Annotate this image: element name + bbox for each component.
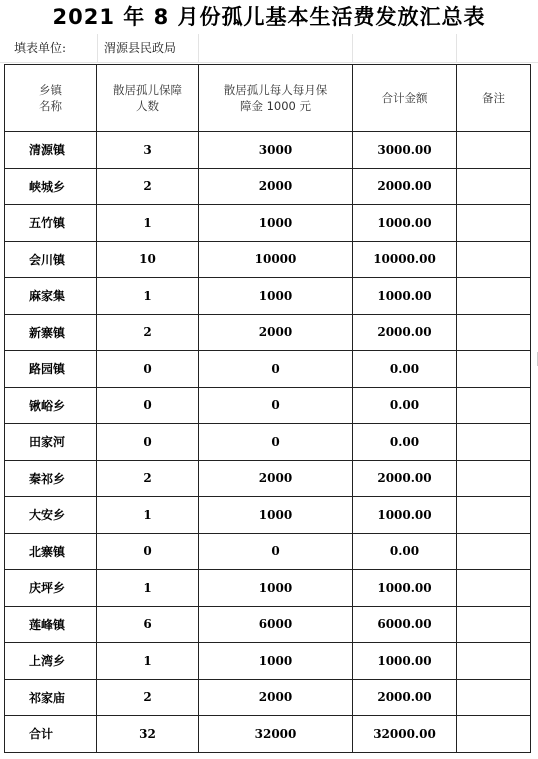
column-header-standard: 散居孤儿每人每月保 障金 1000 元 [199,65,353,132]
township-cell: 新寨镇 [5,314,97,351]
township-cell: 锹峪乡 [5,387,97,424]
standard-cell: 1000 [199,497,353,534]
total-cell: 6000.00 [353,606,457,643]
township-cell: 麻家集 [5,278,97,315]
note-cell [457,716,531,753]
column-header-note: 备注 [457,65,531,132]
note-cell [457,278,531,315]
grid-line [198,34,199,62]
township-cell: 上湾乡 [5,643,97,680]
standard-cell: 2000 [199,168,353,205]
note-cell [457,205,531,242]
count-cell: 32 [97,716,199,753]
count-cell: 0 [97,533,199,570]
township-cell: 大安乡 [5,497,97,534]
note-cell [457,570,531,607]
table-row [5,606,531,643]
standard-cell: 32000 [199,716,353,753]
note-cell [457,606,531,643]
count-cell: 2 [97,314,199,351]
total-cell: 1000.00 [353,643,457,680]
total-cell: 1000.00 [353,570,457,607]
standard-cell: 0 [199,424,353,461]
grid-line [352,34,353,62]
count-cell: 0 [97,424,199,461]
total-cell: 1000.00 [353,497,457,534]
township-cell: 莲峰镇 [5,606,97,643]
note-cell [457,241,531,278]
page-title: 2021 年 8 月份孤儿基本生活费发放汇总表 [52,5,486,29]
fill-unit-value: 渭源县民政局 [104,41,177,55]
standard-cell: 2000 [199,679,353,716]
standard-cell: 3000 [199,132,353,169]
note-cell [457,387,531,424]
table-row [5,533,531,570]
standard-cell: 1000 [199,278,353,315]
grid-line [97,34,98,62]
township-cell: 会川镇 [5,241,97,278]
table-row [5,424,531,461]
count-cell: 0 [97,387,199,424]
table-row [5,570,531,607]
note-cell [457,351,531,388]
note-cell [457,460,531,497]
total-cell: 1000.00 [353,278,457,315]
table-row [5,351,531,388]
count-cell: 1 [97,643,199,680]
table-row [5,460,531,497]
standard-cell: 6000 [199,606,353,643]
township-cell: 清源镇 [5,132,97,169]
table-row [5,168,531,205]
note-cell [457,314,531,351]
township-cell: 五竹镇 [5,205,97,242]
count-cell: 1 [97,570,199,607]
total-cell: 2000.00 [353,460,457,497]
standard-cell: 1000 [199,570,353,607]
table-row [5,278,531,315]
table-row [5,241,531,278]
township-cell: 峡城乡 [5,168,97,205]
table-row [5,497,531,534]
total-cell: 0.00 [353,387,457,424]
standard-cell: 10000 [199,241,353,278]
township-cell: 祁家庙 [5,679,97,716]
township-cell: 庆坪乡 [5,570,97,607]
standard-cell: 2000 [199,460,353,497]
note-cell [457,424,531,461]
total-cell: 2000.00 [353,314,457,351]
standard-cell: 1000 [199,643,353,680]
count-cell: 2 [97,168,199,205]
township-cell: 合计 [5,716,97,753]
township-cell: 北寨镇 [5,533,97,570]
total-cell: 0.00 [353,424,457,461]
standard-cell: 0 [199,533,353,570]
fill-unit-label: 填表单位: [14,41,67,55]
standard-cell: 2000 [199,314,353,351]
count-cell: 10 [97,241,199,278]
note-cell [457,643,531,680]
note-cell [457,497,531,534]
total-cell: 2000.00 [353,679,457,716]
count-cell: 2 [97,460,199,497]
table-header-row [5,65,531,132]
standard-cell: 1000 [199,205,353,242]
total-cell: 0.00 [353,351,457,388]
note-cell [457,679,531,716]
column-header-count: 散居孤儿保障 人数 [97,65,199,132]
column-header-township: 乡镇 名称 [5,65,97,132]
table-row [5,643,531,680]
total-cell: 2000.00 [353,168,457,205]
count-cell: 1 [97,205,199,242]
note-cell [457,168,531,205]
standard-cell: 0 [199,387,353,424]
note-cell [457,132,531,169]
standard-cell: 0 [199,351,353,388]
table-row [5,679,531,716]
count-cell: 6 [97,606,199,643]
count-cell: 3 [97,132,199,169]
table-row [5,314,531,351]
total-cell: 32000.00 [353,716,457,753]
count-cell: 1 [97,278,199,315]
grid-line [456,34,457,62]
summary-table [4,64,531,753]
township-cell: 田家河 [5,424,97,461]
column-header-total: 合计金额 [353,65,457,132]
grid-line [0,62,538,63]
note-cell [457,533,531,570]
total-cell: 0.00 [353,533,457,570]
township-cell: 路园镇 [5,351,97,388]
total-cell: 3000.00 [353,132,457,169]
township-cell: 秦祁乡 [5,460,97,497]
total-cell: 1000.00 [353,205,457,242]
table-row [5,205,531,242]
count-cell: 1 [97,497,199,534]
table-row [5,716,531,753]
total-cell: 10000.00 [353,241,457,278]
table-row [5,132,531,169]
table-row [5,387,531,424]
count-cell: 0 [97,351,199,388]
count-cell: 2 [97,679,199,716]
